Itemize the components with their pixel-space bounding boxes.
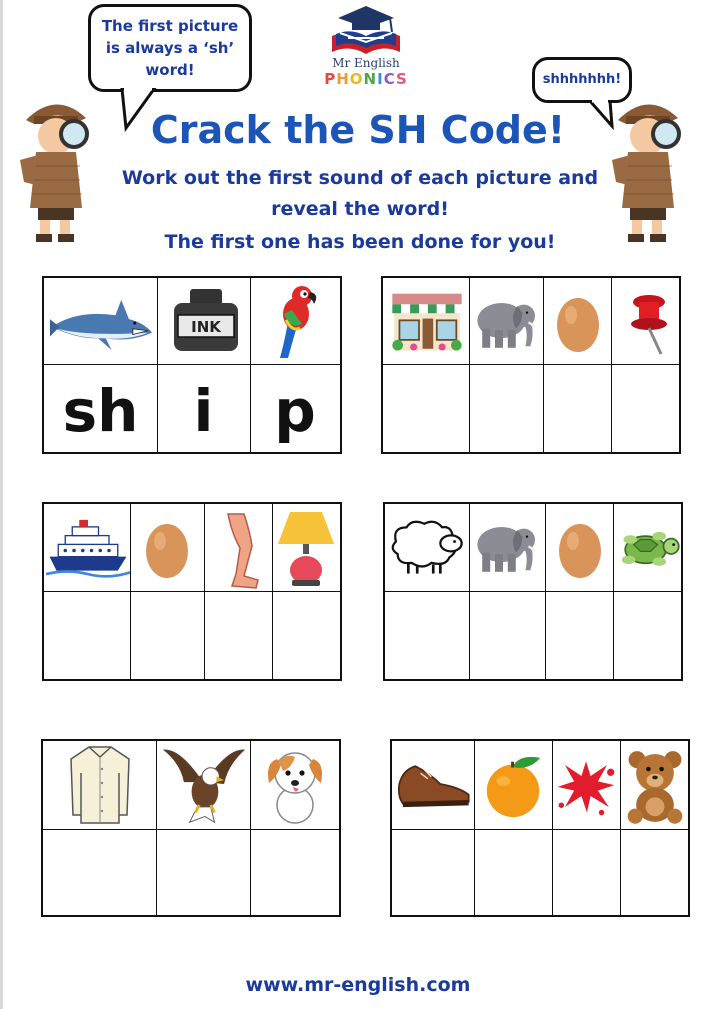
logo-text-mr-english: Mr English [332, 56, 400, 70]
shoe-icon [394, 755, 474, 813]
bubble-left-line-2: is always a ‘sh’ [105, 39, 235, 57]
puzzle-grid-1 [42, 276, 342, 454]
puzzle-grid-5 [41, 739, 341, 917]
lamp-icon [276, 508, 336, 588]
shirt-icon [65, 743, 135, 827]
bubble-left-line-1: The first picture [101, 17, 239, 35]
eagle-icon [161, 743, 247, 825]
shark-icon [48, 288, 154, 358]
footer-website: www.mr-english.com [245, 974, 471, 996]
turtle-icon [615, 522, 683, 574]
answer-letter: sh [62, 377, 139, 445]
page-title: Crack the SH Code! [150, 108, 566, 152]
puzzle-grid-3 [42, 502, 342, 681]
instruction-line-3: The first one has been done for you! [164, 231, 556, 253]
parrot-icon [266, 280, 326, 360]
egg-icon [555, 516, 605, 582]
elephant-icon [471, 514, 543, 580]
splat-icon [554, 753, 618, 819]
speech-bubble-right: shhhhhhh! [532, 57, 632, 103]
leg-icon [214, 510, 264, 590]
sheep-icon [387, 514, 467, 578]
egg-icon [553, 290, 603, 356]
answer-letter: p [274, 377, 316, 445]
pin-icon [623, 290, 673, 360]
puppy-icon [255, 743, 335, 827]
bubble-left-line-3: word! [145, 61, 195, 79]
puzzle-grid-2 [381, 276, 681, 454]
logo-text-phonics [318, 70, 414, 88]
mr-english-phonics-logo [318, 2, 414, 94]
puzzle-grid-6 [390, 739, 690, 917]
answer-letter: i [193, 377, 214, 445]
logo-letter: I [377, 70, 384, 88]
grad-cap-book-icon [318, 2, 414, 56]
shop-icon [387, 290, 467, 356]
logo-letter: O [349, 70, 364, 88]
teddy-icon [622, 747, 688, 825]
puzzle-grid-4 [383, 502, 683, 681]
speech-bubble-left [88, 4, 252, 92]
elephant-icon [471, 290, 543, 356]
egg-icon [142, 516, 192, 582]
ship-icon [46, 514, 130, 580]
ink-icon [166, 284, 246, 356]
logo-letter: H [336, 70, 350, 88]
logo-letter: N [363, 70, 378, 88]
orange-icon [480, 751, 548, 821]
instruction-line-1: Work out the first sound of each picture and [121, 167, 599, 189]
logo-letter: C [383, 70, 396, 88]
instruction-line-2: reveal the word! [271, 198, 449, 220]
logo-letter: S [395, 70, 408, 88]
logo-letter: P [324, 70, 337, 88]
